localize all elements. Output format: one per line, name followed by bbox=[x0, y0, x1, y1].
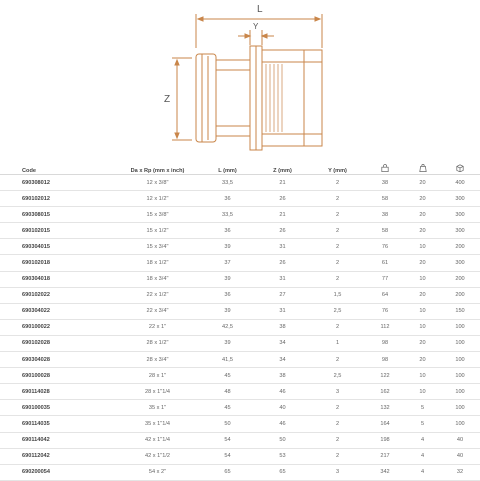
height-label: Z bbox=[164, 94, 171, 105]
cell-code: 690102022 bbox=[0, 287, 115, 303]
cell-l-mm: 39 bbox=[200, 335, 255, 351]
cell-size: 35 x 1"1/4 bbox=[115, 416, 200, 432]
cell-size: 42 x 1"1/2 bbox=[115, 448, 200, 464]
header-bag bbox=[405, 158, 440, 175]
cell-l-mm: 65 bbox=[200, 464, 255, 480]
cell-bag-qty: 10 bbox=[405, 384, 440, 400]
cell-l-mm: 48 bbox=[200, 384, 255, 400]
cell-weight: 122 bbox=[365, 368, 405, 384]
cell-z-mm: 65 bbox=[255, 464, 310, 480]
box-icon bbox=[456, 164, 464, 172]
cell-box-qty: 100 bbox=[440, 416, 480, 432]
cell-y-mm: 3 bbox=[310, 464, 365, 480]
cell-box-qty: 100 bbox=[440, 384, 480, 400]
cell-weight: 98 bbox=[365, 335, 405, 351]
cell-box-qty: 300 bbox=[440, 207, 480, 223]
cell-bag-qty: 10 bbox=[405, 303, 440, 319]
table-row bbox=[0, 384, 480, 400]
cell-code: 690304022 bbox=[0, 303, 115, 319]
table-row bbox=[0, 400, 480, 416]
header-y: Y (mm) bbox=[310, 158, 365, 175]
cell-y-mm: 2,5 bbox=[310, 303, 365, 319]
cell-l-mm: 33,5 bbox=[200, 207, 255, 223]
cell-z-mm: 21 bbox=[255, 207, 310, 223]
cell-box-qty: 100 bbox=[440, 319, 480, 335]
cell-box-qty: 300 bbox=[440, 223, 480, 239]
cell-l-mm: 54 bbox=[200, 448, 255, 464]
fitting-diagram bbox=[0, 0, 480, 155]
cell-weight: 38 bbox=[365, 175, 405, 191]
cell-z-mm: 27 bbox=[255, 287, 310, 303]
cell-code: 690308012 bbox=[0, 175, 115, 191]
length-label: L bbox=[257, 4, 263, 15]
cell-z-mm: 26 bbox=[255, 255, 310, 271]
cell-code: 690112042 bbox=[0, 448, 115, 464]
cell-y-mm: 2,5 bbox=[310, 368, 365, 384]
cell-l-mm: 36 bbox=[200, 223, 255, 239]
cell-size: 28 x 3/4" bbox=[115, 352, 200, 368]
cell-weight: 61 bbox=[365, 255, 405, 271]
cell-l-mm: 33,5 bbox=[200, 175, 255, 191]
cell-y-mm: 2 bbox=[310, 448, 365, 464]
cell-l-mm: 37 bbox=[200, 255, 255, 271]
cell-y-mm: 2 bbox=[310, 191, 365, 207]
header-size: Da x Rp (mm x inch) bbox=[115, 158, 200, 175]
table-row bbox=[0, 207, 480, 223]
cell-box-qty: 100 bbox=[440, 400, 480, 416]
cell-box-qty: 100 bbox=[440, 335, 480, 351]
cell-y-mm: 2 bbox=[310, 319, 365, 335]
cell-bag-qty: 4 bbox=[405, 464, 440, 480]
cell-weight: 198 bbox=[365, 432, 405, 448]
cell-box-qty: 100 bbox=[440, 368, 480, 384]
cell-z-mm: 50 bbox=[255, 432, 310, 448]
cell-y-mm: 2 bbox=[310, 432, 365, 448]
cell-box-qty: 150 bbox=[440, 303, 480, 319]
table-row bbox=[0, 303, 480, 319]
cell-weight: 64 bbox=[365, 287, 405, 303]
cell-l-mm: 41,5 bbox=[200, 352, 255, 368]
cell-y-mm: 1,5 bbox=[310, 287, 365, 303]
cell-size: 28 x 1"1/4 bbox=[115, 384, 200, 400]
cell-bag-qty: 20 bbox=[405, 255, 440, 271]
cell-z-mm: 31 bbox=[255, 303, 310, 319]
cell-z-mm: 21 bbox=[255, 175, 310, 191]
cell-code: 690200054 bbox=[0, 464, 115, 480]
cell-weight: 58 bbox=[365, 191, 405, 207]
cell-box-qty: 300 bbox=[440, 191, 480, 207]
cell-box-qty: 40 bbox=[440, 432, 480, 448]
cell-bag-qty: 4 bbox=[405, 432, 440, 448]
header-z: Z (mm) bbox=[255, 158, 310, 175]
cell-weight: 76 bbox=[365, 239, 405, 255]
table-row bbox=[0, 335, 480, 351]
cell-l-mm: 42,5 bbox=[200, 319, 255, 335]
cell-size: 12 x 1/2" bbox=[115, 191, 200, 207]
cell-z-mm: 26 bbox=[255, 191, 310, 207]
cell-bag-qty: 20 bbox=[405, 287, 440, 303]
cell-box-qty: 200 bbox=[440, 287, 480, 303]
cell-code: 690100022 bbox=[0, 319, 115, 335]
table-row bbox=[0, 271, 480, 287]
cell-box-qty: 32 bbox=[440, 464, 480, 480]
cell-code: 690304018 bbox=[0, 271, 115, 287]
cell-size: 42 x 1"1/4 bbox=[115, 432, 200, 448]
cell-bag-qty: 20 bbox=[405, 175, 440, 191]
header-weight bbox=[365, 158, 405, 175]
cell-size: 54 x 2" bbox=[115, 464, 200, 480]
table-row bbox=[0, 368, 480, 384]
cell-weight: 112 bbox=[365, 319, 405, 335]
table-header-row bbox=[0, 158, 480, 175]
cell-l-mm: 45 bbox=[200, 400, 255, 416]
cell-weight: 76 bbox=[365, 303, 405, 319]
cell-bag-qty: 5 bbox=[405, 400, 440, 416]
cell-bag-qty: 20 bbox=[405, 335, 440, 351]
cell-z-mm: 46 bbox=[255, 384, 310, 400]
cell-size: 15 x 3/4" bbox=[115, 239, 200, 255]
header-code: Code bbox=[0, 158, 115, 175]
cell-l-mm: 39 bbox=[200, 239, 255, 255]
table-row bbox=[0, 239, 480, 255]
cell-box-qty: 200 bbox=[440, 239, 480, 255]
cell-size: 18 x 1/2" bbox=[115, 255, 200, 271]
cell-size: 12 x 3/8" bbox=[115, 175, 200, 191]
depth-label: Y bbox=[253, 22, 259, 31]
cell-y-mm: 2 bbox=[310, 175, 365, 191]
cell-code: 690102015 bbox=[0, 223, 115, 239]
cell-code: 690304028 bbox=[0, 352, 115, 368]
cell-code: 690102018 bbox=[0, 255, 115, 271]
cell-size: 15 x 3/8" bbox=[115, 207, 200, 223]
cell-size: 35 x 1" bbox=[115, 400, 200, 416]
cell-code: 690304015 bbox=[0, 239, 115, 255]
cell-size: 22 x 1" bbox=[115, 319, 200, 335]
cell-z-mm: 53 bbox=[255, 448, 310, 464]
header-l: L (mm) bbox=[200, 158, 255, 175]
table-row bbox=[0, 464, 480, 480]
cell-code: 690308015 bbox=[0, 207, 115, 223]
cell-y-mm: 2 bbox=[310, 223, 365, 239]
cell-z-mm: 34 bbox=[255, 352, 310, 368]
cell-size: 22 x 3/4" bbox=[115, 303, 200, 319]
cell-z-mm: 46 bbox=[255, 416, 310, 432]
header-box bbox=[440, 158, 480, 175]
cell-size: 28 x 1" bbox=[115, 368, 200, 384]
cell-box-qty: 400 bbox=[440, 175, 480, 191]
cell-bag-qty: 20 bbox=[405, 352, 440, 368]
cell-l-mm: 39 bbox=[200, 303, 255, 319]
cell-z-mm: 26 bbox=[255, 223, 310, 239]
cell-box-qty: 300 bbox=[440, 255, 480, 271]
cell-l-mm: 54 bbox=[200, 432, 255, 448]
cell-bag-qty: 10 bbox=[405, 319, 440, 335]
cell-weight: 217 bbox=[365, 448, 405, 464]
cell-weight: 342 bbox=[365, 464, 405, 480]
cell-l-mm: 36 bbox=[200, 287, 255, 303]
cell-code: 690100028 bbox=[0, 368, 115, 384]
table-row bbox=[0, 175, 480, 191]
bag-icon bbox=[419, 164, 427, 172]
cell-bag-qty: 20 bbox=[405, 207, 440, 223]
cell-y-mm: 2 bbox=[310, 271, 365, 287]
table-row bbox=[0, 223, 480, 239]
cell-y-mm: 1 bbox=[310, 335, 365, 351]
cell-z-mm: 31 bbox=[255, 271, 310, 287]
table-row bbox=[0, 287, 480, 303]
table-row bbox=[0, 432, 480, 448]
table-row bbox=[0, 448, 480, 464]
cell-weight: 77 bbox=[365, 271, 405, 287]
cell-y-mm: 2 bbox=[310, 239, 365, 255]
cell-z-mm: 31 bbox=[255, 239, 310, 255]
cell-box-qty: 100 bbox=[440, 352, 480, 368]
table-row bbox=[0, 191, 480, 207]
table-row bbox=[0, 352, 480, 368]
cell-weight: 162 bbox=[365, 384, 405, 400]
cell-bag-qty: 10 bbox=[405, 271, 440, 287]
table-row bbox=[0, 255, 480, 271]
cell-weight: 38 bbox=[365, 207, 405, 223]
cell-z-mm: 40 bbox=[255, 400, 310, 416]
cell-weight: 164 bbox=[365, 416, 405, 432]
cell-y-mm: 2 bbox=[310, 255, 365, 271]
cell-size: 18 x 3/4" bbox=[115, 271, 200, 287]
weight-lock-icon bbox=[381, 164, 389, 172]
cell-size: 22 x 1/2" bbox=[115, 287, 200, 303]
cell-size: 28 x 1/2" bbox=[115, 335, 200, 351]
cell-bag-qty: 20 bbox=[405, 191, 440, 207]
cell-z-mm: 38 bbox=[255, 368, 310, 384]
cell-y-mm: 2 bbox=[310, 416, 365, 432]
cell-code: 690114042 bbox=[0, 432, 115, 448]
cell-code: 690102028 bbox=[0, 335, 115, 351]
cell-y-mm: 2 bbox=[310, 207, 365, 223]
cell-bag-qty: 20 bbox=[405, 223, 440, 239]
cell-y-mm: 2 bbox=[310, 352, 365, 368]
cell-z-mm: 34 bbox=[255, 335, 310, 351]
cell-box-qty: 40 bbox=[440, 448, 480, 464]
cell-weight: 98 bbox=[365, 352, 405, 368]
cell-box-qty: 200 bbox=[440, 271, 480, 287]
spec-table bbox=[0, 158, 480, 481]
cell-bag-qty: 10 bbox=[405, 368, 440, 384]
cell-bag-qty: 10 bbox=[405, 239, 440, 255]
cell-code: 690102012 bbox=[0, 191, 115, 207]
cell-l-mm: 45 bbox=[200, 368, 255, 384]
cell-weight: 58 bbox=[365, 223, 405, 239]
cell-l-mm: 36 bbox=[200, 191, 255, 207]
cell-weight: 132 bbox=[365, 400, 405, 416]
table-row bbox=[0, 319, 480, 335]
cell-code: 690114035 bbox=[0, 416, 115, 432]
cell-size: 15 x 1/2" bbox=[115, 223, 200, 239]
cell-code: 690114028 bbox=[0, 384, 115, 400]
cell-z-mm: 38 bbox=[255, 319, 310, 335]
cell-l-mm: 39 bbox=[200, 271, 255, 287]
cell-y-mm: 2 bbox=[310, 400, 365, 416]
cell-code: 690100035 bbox=[0, 400, 115, 416]
cell-bag-qty: 4 bbox=[405, 448, 440, 464]
cell-l-mm: 50 bbox=[200, 416, 255, 432]
cell-bag-qty: 5 bbox=[405, 416, 440, 432]
cell-y-mm: 3 bbox=[310, 384, 365, 400]
table-row bbox=[0, 416, 480, 432]
